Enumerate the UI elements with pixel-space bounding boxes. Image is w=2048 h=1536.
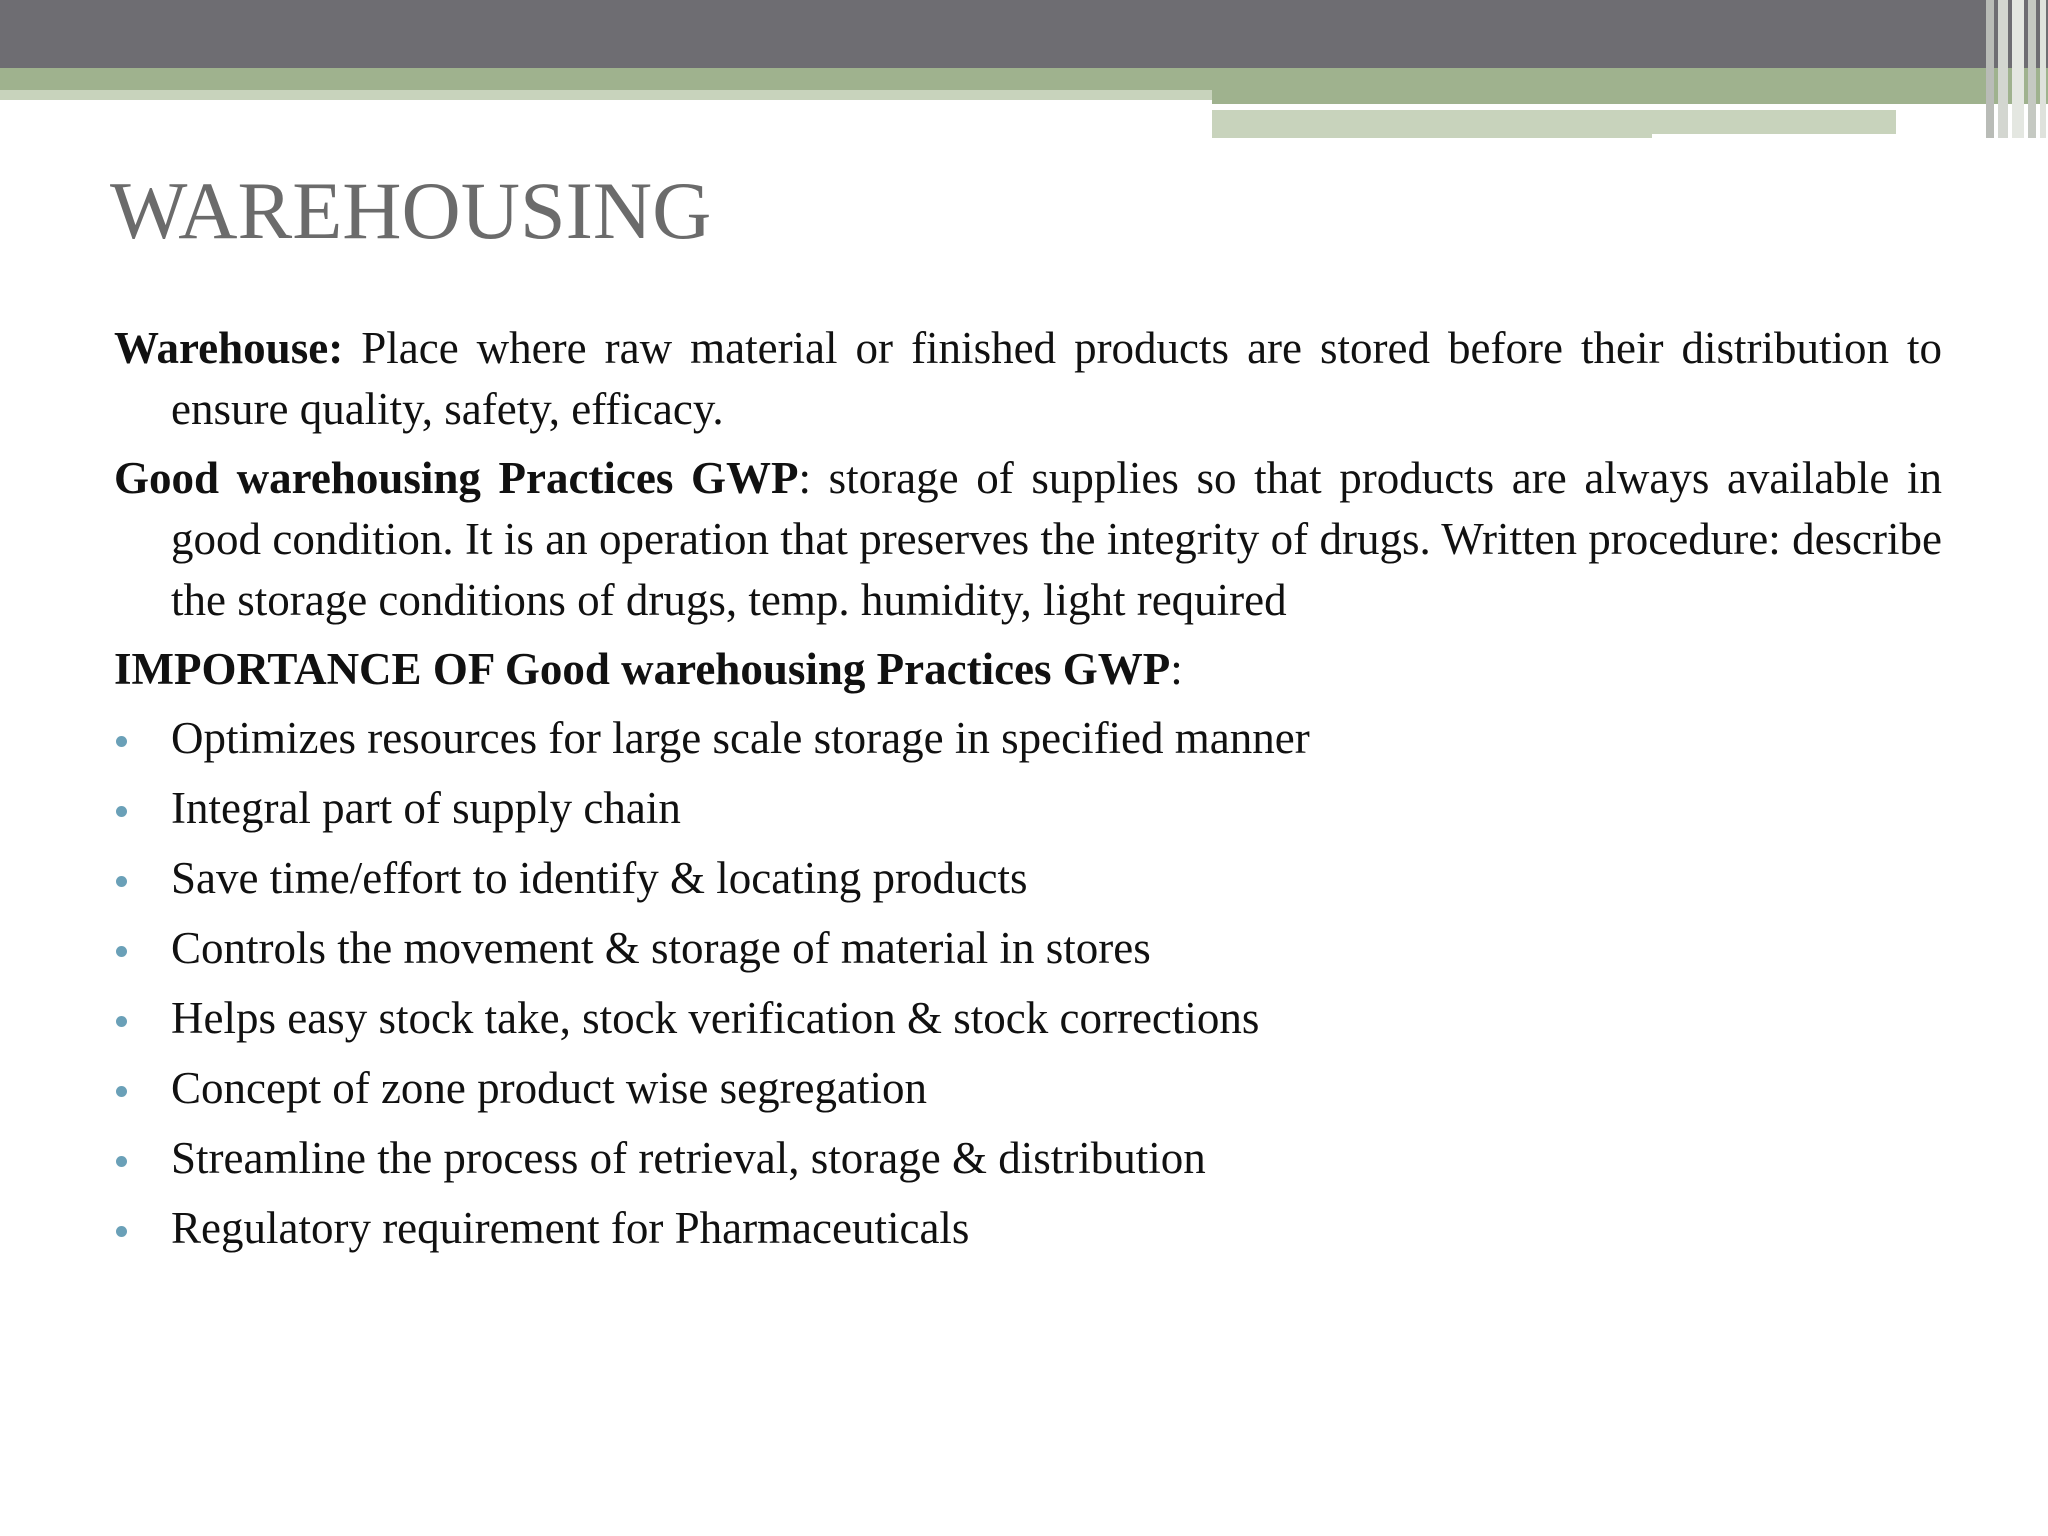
- importance-heading-suffix: :: [1170, 644, 1183, 694]
- list-item: [114, 1198, 1942, 1268]
- list-item-text: Optimizes resources for large scale storage in specified manner: [171, 713, 1310, 763]
- bullet-icon: [116, 1016, 127, 1027]
- definition-label: Good warehousing Practices GWP: [114, 453, 799, 503]
- bullet-icon: [116, 946, 127, 957]
- bullet-icon: [116, 1156, 127, 1167]
- header-band-thin: [1652, 130, 1896, 134]
- list-item: [114, 1128, 1942, 1198]
- header-band-pale-right: [1212, 110, 1652, 138]
- corner-stripe: [2040, 0, 2046, 138]
- bullet-icon: [116, 806, 127, 817]
- header-band-pale-far-right: [1652, 110, 1896, 130]
- bullet-icon: [116, 1086, 127, 1097]
- list-item: [114, 848, 1942, 918]
- corner-stripe: [2028, 0, 2036, 138]
- importance-heading: [114, 639, 1942, 700]
- list-item-text: Save time/effort to identify & locating products: [171, 853, 1028, 903]
- list-item-text: Concept of zone product wise segregation: [171, 1063, 928, 1113]
- list-item: [114, 1058, 1942, 1128]
- definition-text: Place where raw material or finished products are stored before their distribution to ensure quality, safety, efficacy.: [171, 323, 1942, 434]
- corner-stripe: [1986, 0, 1994, 138]
- bullet-icon: [116, 876, 127, 887]
- header-band-dark: [0, 0, 2048, 68]
- header-band-green-right: [1212, 90, 2048, 104]
- list-item-text: Streamline the process of retrieval, storage & distribution: [171, 1133, 1206, 1183]
- bullet-icon: [116, 736, 127, 747]
- list-item: [114, 988, 1942, 1058]
- list-item-text: Regulatory requirement for Pharmaceuticals: [171, 1203, 970, 1253]
- header-band-pale: [0, 90, 1212, 100]
- list-item: [114, 918, 1942, 988]
- list-item: [114, 778, 1942, 848]
- definition-label: Warehouse:: [114, 323, 344, 373]
- definition-gwp: [114, 448, 1942, 631]
- slide-content: [114, 318, 1942, 1268]
- definition-warehouse: [114, 318, 1942, 440]
- definition-text: : storage of supplies so that products are always available in good condition. It is an operation that preserves the integrity of drugs. Written procedure: describe the storage conditions of drugs, temp. humidity, light required: [171, 453, 1942, 625]
- header-band-green: [0, 68, 2048, 90]
- list-item-text: Integral part of supply chain: [171, 783, 681, 833]
- slide-title: WAREHOUSING: [110, 165, 712, 256]
- corner-stripe: [2012, 0, 2024, 138]
- importance-heading-label: IMPORTANCE OF Good warehousing Practices GWP: [114, 644, 1171, 694]
- corner-stripe: [1998, 0, 2008, 138]
- list-item: [114, 708, 1942, 778]
- importance-list: [114, 708, 1942, 1268]
- bullet-icon: [116, 1226, 127, 1237]
- list-item-text: Controls the movement & storage of material in stores: [171, 923, 1151, 973]
- list-item-text: Helps easy stock take, stock verification & stock corrections: [171, 993, 1260, 1043]
